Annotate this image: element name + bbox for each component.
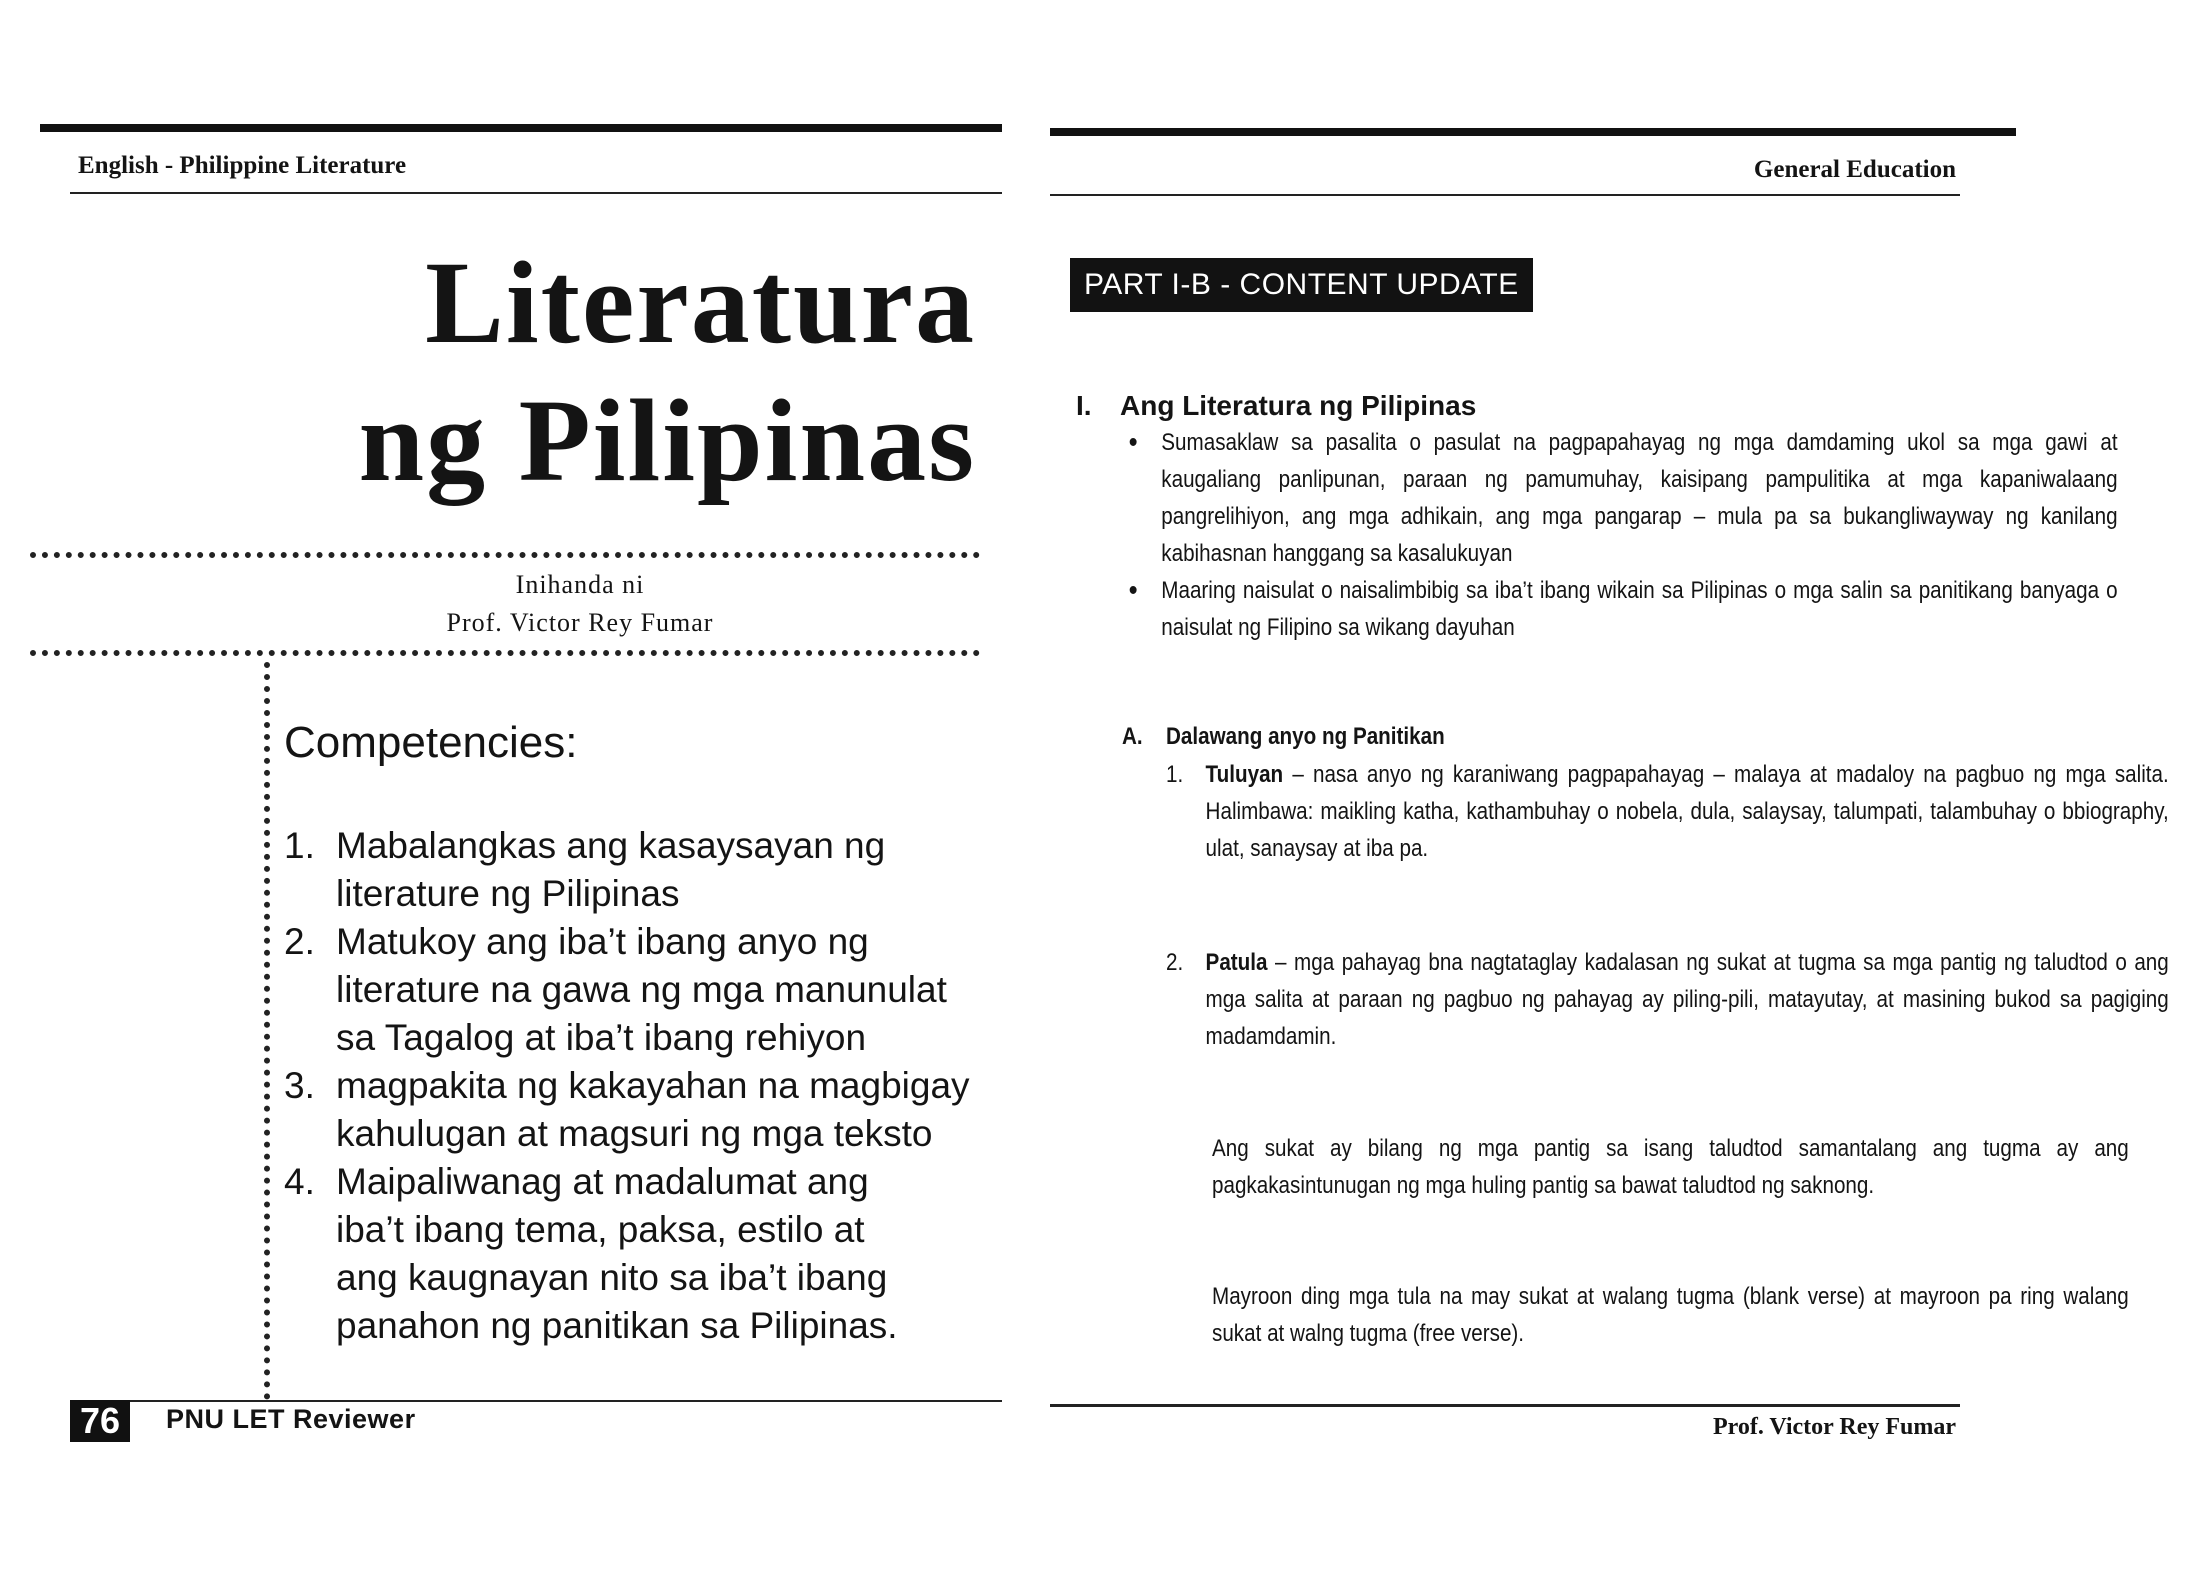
list-item [284, 1158, 1004, 1350]
item-2-block [1166, 944, 2169, 1055]
prepared-by-label: Inihanda ni [515, 570, 645, 599]
list-item [1120, 424, 2118, 572]
item-line: sa Tagalog at iba’t ibang rehiyon [336, 1017, 867, 1058]
footer-label: PNU LET Reviewer [166, 1404, 416, 1434]
footer-author: Prof. Victor Rey Fumar [1712, 1414, 1956, 1440]
item-text: – nasa anyo ng karaniwang pagpapahayag – malaya at madaloy na pagbuo ng mga salita. Halimbawa: maikling katha, kathambuhay o nobela, dula, salaysay, talumpati, talambuhay o bbiography, ulat, sanaysay at iba pa. [1205, 761, 2169, 862]
numbered-item [1166, 944, 2169, 1055]
item-number: 3. [284, 1065, 315, 1106]
bullet-text: Maaring naisulat o naisalimbibig sa iba’t ibang wikain sa Pilipinas o mga salin sa panitikang banyaga o naisulat ng Filipino sa wikang dayuhan [1161, 577, 2118, 641]
item-line: Maipaliwanag at madalumat ang [336, 1161, 869, 1202]
section-number: I. [1076, 390, 1092, 421]
item-number: 2. [1166, 949, 1184, 976]
item-line: literature ng Pilipinas [336, 873, 680, 914]
left-footer-rule [70, 1400, 1002, 1402]
page-number: 76 [70, 1400, 130, 1442]
left-running-head: English - Philippine Literature [78, 152, 407, 179]
item-term: Patula [1205, 949, 1268, 976]
list-item [284, 1062, 1004, 1158]
competencies-list [284, 822, 1004, 1350]
paragraph: Ang sukat ay bilang ng mga pantig sa isang taludtod samantalang ang tugma ay ang pagkakasintunugan ng mga huling pantig sa bawat taludtod ng saknong. [1212, 1135, 2129, 1199]
paragraph: Mayroon ding mga tula na may sukat at walang tugma (blank verse) at mayroon pa ring walang sukat at walng tugma (free verse). [1212, 1283, 2129, 1347]
item-line: literature na gawa ng mga manunulat [336, 969, 947, 1010]
list-item [284, 918, 1004, 1062]
item-line: magpakita ng kakayahan na magbigay [336, 1065, 970, 1106]
list-item [1120, 572, 2118, 646]
item-line: iba’t ibang tema, paksa, estilo at [336, 1209, 865, 1250]
right-top-rule [1050, 128, 2016, 136]
bullet-icon: • [1128, 426, 1138, 459]
right-head-rule [1050, 194, 1960, 196]
page-title-line2: ng Pilipinas [358, 375, 976, 506]
bullet-list [1120, 424, 2118, 646]
item-line: Matukoy ang iba’t ibang anyo ng [336, 921, 869, 962]
author-name: Prof. Victor Rey Fumar [446, 608, 714, 637]
section-title: Ang Literatura ng Pilipinas [1120, 390, 1477, 421]
page-title-line1: Literatura [425, 237, 976, 368]
sub-letter: A. [1122, 723, 1143, 750]
left-top-rule [40, 124, 1002, 132]
dotted-divider-top [30, 552, 980, 558]
right-footer-rule [1050, 1404, 1960, 1407]
item-number: 2. [284, 921, 315, 962]
para-sukat-block [1212, 1130, 2212, 1204]
item-line: ang kaugnayan nito sa iba’t ibang [336, 1257, 888, 1298]
part-badge: PART I-B - CONTENT UPDATE [1070, 258, 1533, 312]
item-number: 1. [284, 825, 315, 866]
item-1-block [1166, 756, 2169, 867]
sub-title: Dalawang anyo ng Panitikan [1166, 723, 1445, 750]
competencies-heading: Competencies: [284, 718, 578, 767]
dotted-vertical-rule [264, 662, 270, 1400]
left-head-rule [70, 192, 1002, 194]
list-item [284, 822, 1004, 918]
dotted-divider-bottom [30, 650, 980, 656]
numbered-item [1166, 756, 2169, 867]
item-number: 4. [284, 1161, 315, 1202]
item-line: panahon ng panitikan sa Pilipinas. [336, 1305, 898, 1346]
bullet-icon: • [1128, 574, 1138, 607]
item-line: kahulugan at magsuri ng mga teksto [336, 1113, 933, 1154]
right-running-head: General Education [1753, 156, 1956, 183]
item-term: Tuluyan [1205, 761, 1284, 788]
para-verse-block [1212, 1278, 2212, 1352]
item-text: – mga pahayag bna nagtataglay kadalasan ng sukat at tugma sa mga pantig ng taludtod o ang mga salita at paraan ng pagbuo ng pahayag ay piling-pili, matayutay, at masining bukod sa pagiging madamdamin. [1205, 949, 2169, 1050]
bullets-block [1120, 424, 2120, 646]
bullet-text: Sumasaklaw sa pasalita o pasulat na pagpapahayag ng mga damdaming ukol sa mga gawi at kaugaliang panlipunan, paraan ng pamumuhay, kaisipang pampulitika at mga kapaniwalaang pangrelihiyon, ang mga adhikain, ang mga pangarap – mula pa sa bukangliwayway ng kanilang kabihasnan hanggang sa kasalukuyan [1161, 429, 2118, 567]
item-number: 1. [1166, 761, 1184, 788]
item-line: Mabalangkas ang kasaysayan ng [336, 825, 886, 866]
